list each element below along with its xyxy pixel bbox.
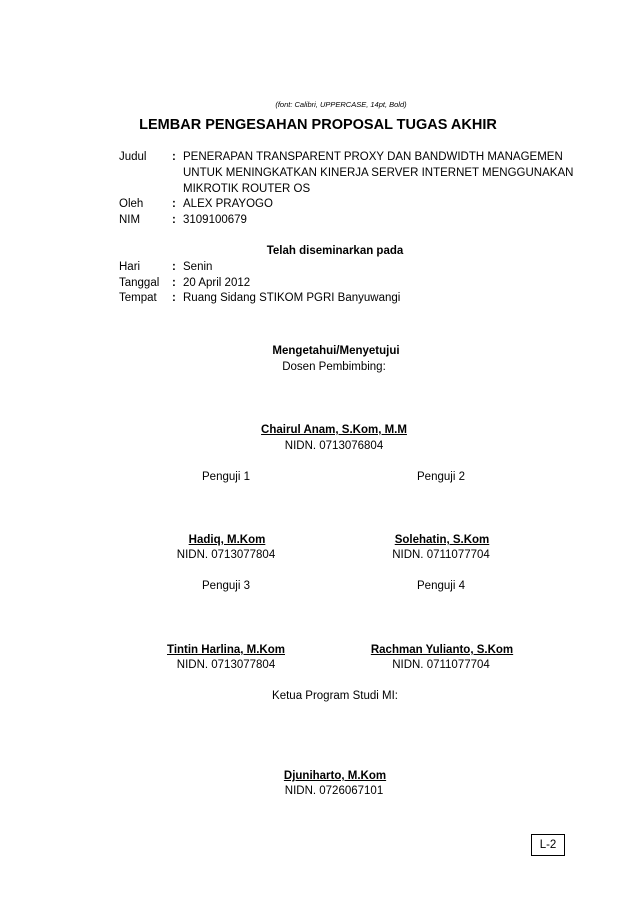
nim-label: NIM bbox=[119, 214, 141, 226]
penguji-2-name: Solehatin, S.Kom bbox=[394, 534, 490, 546]
tempat-label: Tempat bbox=[119, 292, 157, 304]
kaprodi-nidn: NIDN. 0726067101 bbox=[284, 785, 384, 797]
hari-value: Senin bbox=[183, 261, 213, 273]
oleh-label: Oleh bbox=[119, 198, 144, 210]
oleh-value: ALEX PRAYOGO bbox=[183, 198, 273, 210]
seminar-heading: Telah diseminarkan pada bbox=[266, 245, 404, 257]
approval-subheading: Dosen Pembimbing: bbox=[282, 361, 386, 373]
judul-line-1: PENERAPAN TRANSPARENT PROXY DAN BANDWIDTH MANAGEMEN bbox=[183, 151, 563, 163]
penguji-2-role: Penguji 2 bbox=[417, 471, 465, 483]
nim-value: 3109100679 bbox=[183, 214, 247, 226]
tanggal-colon: : bbox=[172, 277, 176, 289]
penguji-3-role: Penguji 3 bbox=[202, 580, 250, 592]
page-title: LEMBAR PENGESAHAN PROPOSAL TUGAS AKHIR bbox=[139, 117, 497, 133]
penguji-1-role: Penguji 1 bbox=[202, 471, 250, 483]
page-number: L-2 bbox=[539, 839, 557, 851]
penguji-1-name: Hadiq, M.Kom bbox=[188, 534, 266, 546]
oleh-colon: : bbox=[172, 198, 176, 210]
penguji-2-nidn: NIDN. 0711077704 bbox=[392, 549, 490, 561]
approval-heading: Mengetahui/Menyetujui bbox=[272, 345, 400, 357]
penguji-3-name: Tintin Harlina, M.Kom bbox=[167, 644, 285, 656]
penguji-1-nidn: NIDN. 0713077804 bbox=[176, 549, 276, 561]
penguji-4-role: Penguji 4 bbox=[417, 580, 465, 592]
judul-colon: : bbox=[172, 151, 176, 163]
tempat-value: Ruang Sidang STIKOM PGRI Banyuwangi bbox=[183, 292, 401, 304]
kaprodi-name: Djuniharto, M.Kom bbox=[283, 770, 387, 782]
penguji-3-nidn: NIDN. 0713077804 bbox=[176, 659, 276, 671]
penguji-4-nidn: NIDN. 0711077704 bbox=[392, 659, 490, 671]
tempat-colon: : bbox=[172, 292, 176, 304]
hari-colon: : bbox=[172, 261, 176, 273]
penguji-4-name: Rachman Yulianto, S.Kom bbox=[370, 644, 514, 656]
tanggal-label: Tanggal bbox=[119, 277, 160, 289]
hari-label: Hari bbox=[119, 261, 141, 273]
pembimbing-nidn: NIDN. 0713076804 bbox=[284, 440, 384, 452]
judul-line-3: MIKROTIK ROUTER OS bbox=[183, 183, 311, 195]
nim-colon: : bbox=[172, 214, 176, 226]
judul-line-2: UNTUK MENINGKATKAN KINERJA SERVER INTERNET MENGGUNAKAN bbox=[183, 167, 574, 179]
kaprodi-heading: Ketua Program Studi MI: bbox=[272, 690, 398, 702]
page-number-box bbox=[531, 834, 565, 856]
tanggal-value: 20 April 2012 bbox=[183, 277, 251, 289]
pembimbing-name: Chairul Anam, S.Kom, M.M bbox=[261, 424, 407, 436]
judul-label: Judul bbox=[119, 151, 147, 163]
font-note: (font: Calibri, UPPERCASE, 14pt, Bold) bbox=[275, 100, 407, 109]
